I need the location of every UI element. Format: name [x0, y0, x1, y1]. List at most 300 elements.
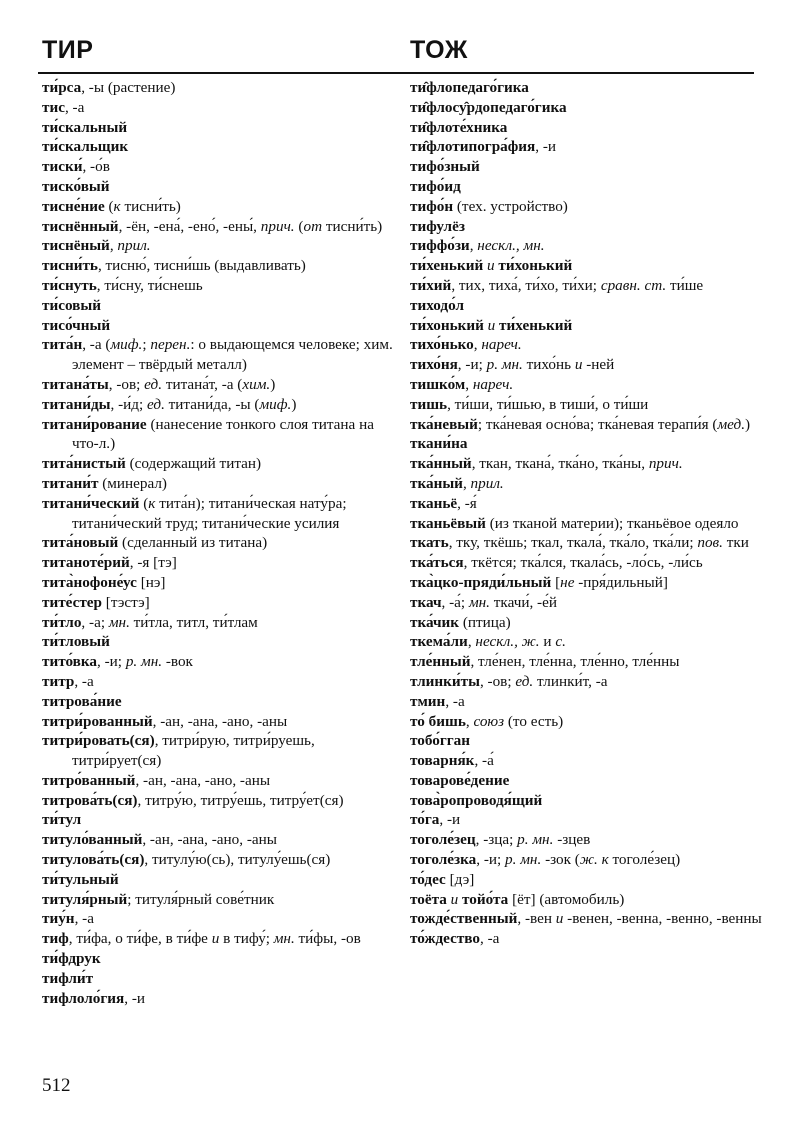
headword: тиски́ — [42, 158, 83, 176]
entry-text: , титулу́ю(сь), титулу́ешь(ся) — [144, 851, 331, 869]
entry-text: , тле́нен, тле́нна, тле́нно, тле́нны — [470, 653, 680, 671]
grammar-note: мн. — [273, 930, 295, 948]
dictionary-entry — [42, 573, 394, 593]
grammar-note: р. мн. — [517, 831, 554, 849]
dictionary-entry — [410, 177, 762, 197]
headword: тоёта — [410, 890, 447, 908]
headword: тканьё — [410, 494, 458, 512]
grammar-note: сравн. ст. — [600, 276, 667, 294]
headword: титана́ты — [42, 375, 109, 393]
entry-text: ) — [270, 375, 276, 393]
headword: тисне́ние — [42, 197, 105, 215]
headword: тифлоло́гия — [42, 989, 125, 1007]
dictionary-entry — [410, 296, 762, 316]
headword: ти́тул — [42, 811, 82, 829]
dictionary-entry — [410, 652, 762, 672]
dictionary-entry — [410, 712, 762, 732]
headword: тка́ться — [410, 554, 464, 572]
grammar-note: нареч. — [481, 336, 522, 354]
dictionary-entry — [410, 692, 762, 712]
grammar-note: ж. к — [579, 851, 609, 869]
entry-text: , — [473, 336, 482, 354]
entry-text: ; — [142, 336, 151, 354]
headword: тишко́м — [410, 375, 466, 393]
entry-text: , — [465, 712, 474, 730]
entry-text: тихо́нь — [522, 356, 575, 374]
dictionary-entry — [42, 929, 394, 949]
headword: тка́чик — [410, 613, 460, 631]
dictionary-entry — [410, 830, 762, 850]
entry-text: [ — [551, 573, 561, 591]
entry-text: , титру́ю, титру́ешь, титру́ет(ся) — [137, 791, 344, 809]
headword: тка̀цко-пряди́льный — [410, 573, 552, 591]
headword: тиф — [42, 930, 69, 948]
grammar-note: мн. — [468, 593, 490, 611]
dictionary-entry — [42, 197, 394, 217]
headword: тис — [42, 98, 65, 116]
grammar-note: и — [555, 910, 564, 928]
headword: тойо́та — [462, 890, 509, 908]
headword: тита́нистый — [42, 455, 126, 473]
grammar-note: ед. — [515, 672, 534, 690]
headword: тоголе́зец — [410, 831, 476, 849]
headword: тлинки́ты — [410, 672, 480, 690]
headword: титрова́ние — [42, 692, 122, 710]
dictionary-entry — [42, 454, 394, 474]
entry-text: -пря́дильный] — [574, 573, 668, 591]
dictionary-entry — [410, 415, 762, 435]
grammar-note: к — [113, 197, 121, 215]
grammar-note: р. мн. — [486, 356, 523, 374]
entry-text: , -вен — [517, 910, 556, 928]
headword: тифли́т — [42, 969, 94, 987]
grammar-note: р. мн. — [505, 851, 542, 869]
dictionary-entry — [410, 751, 762, 771]
entry-text: ти́тла, титл, ти́тлам — [129, 613, 258, 631]
headword: ти́тловый — [42, 633, 110, 651]
grammar-note: и — [211, 930, 220, 948]
dictionary-entry — [410, 672, 762, 692]
dictionary-entry — [410, 434, 762, 454]
grammar-note: союз — [473, 712, 505, 730]
entry-text: , — [465, 375, 473, 393]
headword: титуло́ванный — [42, 831, 143, 849]
dictionary-entry — [42, 553, 394, 573]
dictionary-entry — [410, 118, 762, 138]
dictionary-entry — [42, 335, 394, 375]
headword: тита̀нофоне́ус — [42, 573, 137, 591]
entry-text: , -я [тэ] — [129, 554, 177, 572]
headword: тифулёз — [410, 217, 465, 235]
entry-text: , -а — [74, 672, 94, 690]
headword: ти̂флосу̂рдопедаго́гика — [410, 98, 567, 116]
entry-text: титана́т, -а ( — [162, 375, 243, 393]
headword: тканьёвый — [410, 514, 486, 532]
entry-text: , тих, тиха́, ти́хо, ти́хи; — [451, 276, 601, 294]
dictionary-entry — [410, 810, 762, 830]
dictionary-entry — [42, 672, 394, 692]
entry-text: (птица) — [459, 613, 511, 631]
entry-text: , -ён, -ена́, -ено́, -ены́, — [118, 217, 261, 235]
entry-text: ; тка́невая осно́ва; тка́невая терапи́я ( — [477, 415, 718, 433]
grammar-note: хим. — [242, 375, 271, 393]
entry-text: , ти́фа, о ти́фе, в ти́фе — [68, 930, 212, 948]
grammar-note: ед. — [147, 395, 165, 413]
headword: тихо́нько — [410, 336, 474, 354]
entry-text: -ней — [582, 356, 615, 374]
entry-text: тлинки́т, -а — [533, 672, 608, 690]
grammar-note: нескл., мн. — [477, 237, 545, 255]
headword: титр — [42, 672, 75, 690]
dictionary-entry — [410, 98, 762, 118]
dictionary-entry — [42, 810, 394, 830]
dictionary-entry — [410, 613, 762, 633]
headword: ти́хенький — [410, 257, 484, 275]
grammar-note: мед. — [717, 415, 746, 433]
dictionary-entry — [410, 157, 762, 177]
dictionary-entry — [410, 870, 762, 890]
headword: тите́стер — [42, 593, 102, 611]
entry-text: , тисню́, тисни́шь (выдавливать) — [97, 257, 306, 275]
grammar-note: ед. — [144, 375, 163, 393]
headword: ти́скальный — [42, 118, 128, 136]
grammar-note: и — [446, 890, 463, 908]
grammar-note: нескл., ж. — [475, 633, 540, 651]
dictionary-entry — [410, 78, 762, 98]
dictionary-entry — [410, 197, 762, 217]
headword: тиффо́зи — [410, 237, 470, 255]
entry-text: (минерал) — [98, 474, 167, 492]
entry-text: титани́да, -ы ( — [164, 395, 260, 413]
headword: ткать — [410, 534, 449, 552]
entry-text: ; титуля́рный сове́тник — [127, 890, 275, 908]
headword: то́ бишь — [410, 712, 466, 730]
entry-text: (сделанный из титана) — [118, 534, 268, 552]
headword: тиходо́л — [410, 296, 464, 314]
headword: тка́ный — [410, 474, 463, 492]
headword: то́ждество — [410, 930, 480, 948]
headword: ти́хонький — [498, 257, 573, 275]
dictionary-entry — [42, 830, 394, 850]
headword: титаноте́рий — [42, 554, 130, 572]
grammar-note: к — [148, 494, 156, 512]
headword: титулова́ть(ся) — [42, 851, 145, 869]
headword: ти́хий — [410, 276, 452, 294]
dictionary-entry — [42, 395, 394, 415]
dictionary-entry — [42, 909, 394, 929]
entry-text: , -и; — [476, 851, 506, 869]
entry-text: тисни́ть) — [120, 197, 181, 215]
header-rule — [38, 72, 754, 74]
headword: тиско́вый — [42, 177, 110, 195]
dictionary-entry — [42, 890, 394, 910]
entry-text: , -и — [124, 989, 146, 1007]
dictionary-entry — [410, 494, 762, 514]
headword: тита́новый — [42, 534, 119, 552]
entry-text: тоголе́зец) — [608, 851, 681, 869]
dictionary-entry — [410, 395, 762, 415]
dictionary-entry — [42, 652, 394, 672]
entry-text: , -ан, -ана, -ано, -аны — [135, 771, 271, 789]
headword: ти́скальщик — [42, 138, 129, 156]
entry-text: , — [469, 237, 478, 255]
grammar-note: перен. — [150, 336, 191, 354]
entry-text: (тех. устройство) — [453, 197, 568, 215]
dictionary-entry — [42, 850, 394, 870]
grammar-note: не — [560, 573, 575, 591]
running-head-right: ТОЖ — [410, 36, 468, 64]
entry-text: , ти́ши, ти́шью, в тиши́, о ти́ши — [447, 395, 649, 413]
dictionary-entry — [410, 256, 762, 276]
entry-text: , -ан, -ана, -ано, -аны — [142, 831, 277, 849]
entry-text: , -а — [74, 910, 94, 928]
headword: тле́нный — [410, 653, 471, 671]
headword: титри́ровать(ся) — [42, 732, 155, 750]
dictionary-entry — [410, 236, 762, 256]
dictionary-entry — [42, 157, 394, 177]
entry-text: , -а — [64, 98, 85, 116]
headword: това̀ропроводя́щий — [410, 791, 543, 809]
dictionary-entry — [410, 771, 762, 791]
headword: тихо́ня — [410, 356, 458, 374]
entry-text: , — [109, 237, 118, 255]
headword: тисни́ть — [42, 257, 98, 275]
entry-text: ) — [291, 395, 297, 413]
headword: тка́невый — [410, 415, 478, 433]
running-head-left: ТИР — [42, 36, 94, 64]
entry-text: , -ы (растение) — [81, 79, 176, 96]
headword: титани́ды — [42, 395, 111, 413]
dictionary-entry — [42, 316, 394, 336]
headword: тобо́гган — [410, 732, 470, 750]
entry-text: , -и — [535, 138, 557, 156]
dictionary-entry — [410, 375, 762, 395]
dictionary-entry — [42, 217, 394, 237]
dictionary-entry — [42, 533, 394, 553]
entry-text: ти́фы, -ов — [294, 930, 361, 948]
dictionary-entry — [42, 118, 394, 138]
entry-text: , -а ( — [82, 336, 111, 354]
dictionary-entry — [42, 969, 394, 989]
entry-text: , -ан, -ана, -ано, -аны — [152, 712, 288, 730]
entry-text: , — [462, 474, 471, 492]
dictionary-entry — [410, 355, 762, 375]
dictionary-entry — [42, 474, 394, 494]
dictionary-entry — [42, 949, 394, 969]
entry-text: , -а — [480, 930, 500, 948]
grammar-note: миф. — [259, 395, 292, 413]
entry-text: -венен, -венна, -венно, -венны — [563, 910, 762, 928]
entry-text: -вок — [162, 653, 193, 671]
headword: ти́рса — [42, 79, 82, 96]
headword: тифо́ид — [410, 177, 461, 195]
entry-text: , — [467, 633, 476, 651]
dictionary-entry — [410, 474, 762, 494]
entry-text: , -а́ — [474, 752, 494, 770]
dictionary-entry — [42, 98, 394, 118]
headword: титани́рование — [42, 415, 147, 433]
entry-text: , -ов; — [108, 375, 145, 393]
entry-text: [ёт] (автомобиль) — [508, 890, 625, 908]
headword: тифо́н — [410, 197, 454, 215]
entry-text: тита́н); титани́ческая нату́ра; титани́ческий труд; титани́ческие усилия — [72, 494, 347, 532]
dictionary-entry — [410, 316, 762, 336]
dictionary-entry — [410, 137, 762, 157]
grammar-note: прил. — [470, 474, 504, 492]
headword: тита́н — [42, 336, 83, 354]
dictionary-entry — [410, 533, 762, 553]
entry-text: ) — [745, 415, 751, 433]
dictionary-entry — [42, 791, 394, 811]
grammar-note: прич. — [260, 217, 295, 235]
dictionary-entry — [42, 989, 394, 1009]
entry-text: , -а; — [81, 613, 109, 631]
headword: то́дес — [410, 870, 446, 888]
dictionary-entry — [410, 454, 762, 474]
dictionary-entry — [410, 850, 762, 870]
entry-text: ( — [104, 197, 114, 215]
dictionary-entry — [42, 613, 394, 633]
dictionary-entry — [42, 494, 394, 534]
entry-text: [нэ] — [136, 573, 166, 591]
dictionary-entry — [42, 632, 394, 652]
headword: ти́снуть — [42, 276, 97, 294]
headword: ти́хонький — [410, 316, 484, 334]
entry-text: [дэ] — [445, 870, 475, 888]
headword: титуля́рный — [42, 890, 128, 908]
dictionary-entry — [410, 593, 762, 613]
headword: титро́ванный — [42, 771, 136, 789]
headword: тишь — [410, 395, 448, 413]
dictionary-entry — [42, 593, 394, 613]
headword: тифо́зный — [410, 158, 480, 176]
dictionary-entry — [42, 731, 394, 771]
headword: ткани́на — [410, 435, 468, 453]
dictionary-entry — [42, 177, 394, 197]
dictionary-entry — [42, 276, 394, 296]
entry-text: ти́ше — [666, 276, 704, 294]
entry-text: ( — [294, 217, 304, 235]
dictionary-entry — [410, 514, 762, 534]
headword: ти́фдрук — [42, 950, 101, 968]
grammar-note: с. — [555, 633, 566, 651]
dictionary-entry — [42, 712, 394, 732]
headword: тиснёный — [42, 237, 110, 255]
grammar-note: пов. — [697, 534, 723, 552]
page-number: 512 — [42, 1075, 71, 1096]
entry-text: , ти́сну, ти́снешь — [96, 276, 203, 294]
entry-text: , -а — [445, 692, 465, 710]
headword: ти́тло — [42, 613, 82, 631]
dictionary-entry — [42, 137, 394, 157]
entry-text: ( — [139, 494, 149, 512]
entry-text: в тифу́; — [219, 930, 274, 948]
dictionary-entry — [410, 890, 762, 910]
dictionary-entry — [410, 731, 762, 751]
entry-text: -зок ( — [541, 851, 580, 869]
entry-text: тки — [722, 534, 749, 552]
dictionary-entry — [42, 78, 394, 98]
headword: то́га — [410, 811, 440, 829]
dictionary-entry — [410, 553, 762, 573]
dictionary-entry — [410, 276, 762, 296]
headword: тиснённый — [42, 217, 119, 235]
headword: титри́рованный — [42, 712, 153, 730]
headword: тоголе́зка — [410, 851, 477, 869]
headword: ткач — [410, 593, 442, 611]
dictionary-entry — [42, 256, 394, 276]
headword: ти́совый — [42, 296, 101, 314]
dictionary-entry — [42, 870, 394, 890]
entry-text: , -а́; — [441, 593, 469, 611]
dictionary-entry — [410, 929, 762, 949]
headword: ти̂флотипогра́фия — [410, 138, 536, 156]
headword: ти̂флоте́хника — [410, 118, 508, 136]
headword: ти́тульный — [42, 870, 119, 888]
entry-text: тисни́ть) — [322, 217, 383, 235]
headword: тка́нный — [410, 455, 472, 473]
dictionary-entry — [410, 217, 762, 237]
entry-text: , -зца; — [475, 831, 518, 849]
headword: товарове́дение — [410, 771, 510, 789]
headword: ти̂флопедаго́гика — [410, 79, 529, 96]
entry-text: (то есть) — [504, 712, 564, 730]
grammar-note: миф. — [110, 336, 143, 354]
dictionary-entry — [410, 791, 762, 811]
headword: титани́ческий — [42, 494, 140, 512]
entry-text: (из тканой материи); тканьёвое одеяло — [485, 514, 739, 532]
entry-text: , -ов; — [479, 672, 516, 690]
grammar-note: прил. — [117, 237, 151, 255]
grammar-note: прич. — [648, 455, 683, 473]
entry-text: -зцев — [553, 831, 591, 849]
dictionary-entry — [42, 692, 394, 712]
headword: титани́т — [42, 474, 99, 492]
entry-text: , -я́ — [457, 494, 477, 512]
headword: товарня́к — [410, 752, 475, 770]
dictionary-entry — [42, 375, 394, 395]
entry-text: [тэстэ] — [102, 593, 150, 611]
headword: тисо́чный — [42, 316, 111, 334]
headword: тито́вка — [42, 653, 98, 671]
entry-text: , -и — [439, 811, 461, 829]
headword: тиу́н — [42, 910, 75, 928]
entry-text: , ткётся; тка́лся, ткала́сь, -ло́сь, -ли́сь — [463, 554, 703, 572]
grammar-note: и — [574, 356, 583, 374]
headword: тмин — [410, 692, 446, 710]
entry-text: , титри́рую, титри́руешь, титри́рует(ся) — [72, 732, 315, 770]
dictionary-entry — [42, 236, 394, 256]
entry-text: : о выдающемся человеке; хим. элемент – твёрдый металл) — [72, 336, 393, 374]
entry-text: , -о́в — [82, 158, 110, 176]
grammar-note: р. мн. — [125, 653, 163, 671]
entry-text: , -и; — [97, 653, 126, 671]
headword: ткема́ли — [410, 633, 468, 651]
grammar-note: нареч. — [472, 375, 514, 393]
dictionary-entry — [410, 632, 762, 652]
entry-text: и — [539, 633, 556, 651]
dictionary-entry — [42, 296, 394, 316]
dictionary-entry — [42, 771, 394, 791]
headword: тожде́ственный — [410, 910, 518, 928]
entry-text: , -и; — [457, 356, 487, 374]
entry-text: (нанесение тонкого слоя титана на что-л.) — [72, 415, 374, 453]
grammar-note: от — [303, 217, 323, 235]
dictionary-entry — [410, 335, 762, 355]
entry-text: ткачи́, -е́й — [489, 593, 557, 611]
headword: титрова́ть(ся) — [42, 791, 138, 809]
entry-text: , тку, ткёшь; ткал, ткала́, тка́ло, тка́ли; — [448, 534, 698, 552]
